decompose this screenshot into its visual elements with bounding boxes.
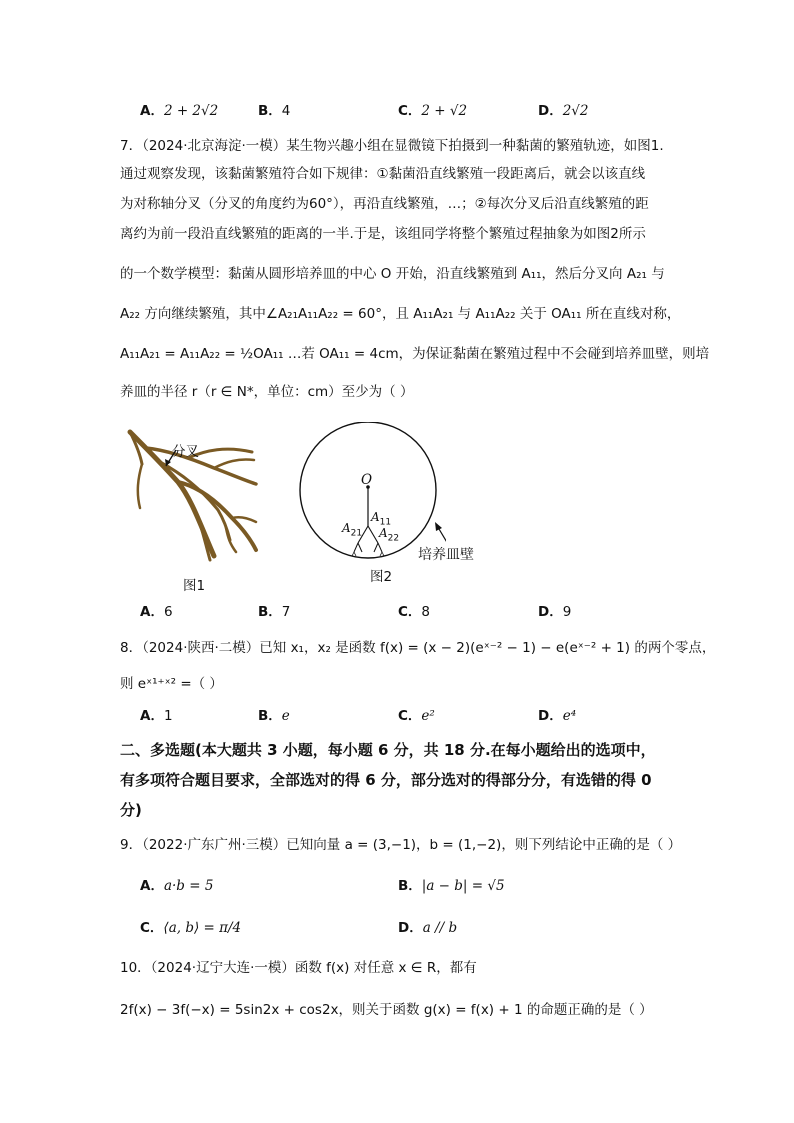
q9-option-c: C．⟨a, b⟩ = π/4 <box>140 920 242 936</box>
figure-2-label-o: O <box>361 472 373 488</box>
q8-option-b: B．e <box>258 708 290 724</box>
q9-option-a: A．a·b = 5 <box>140 878 214 894</box>
figure-2-label-a22: $A_{22}$ <box>379 526 400 544</box>
q9-option-b: B．|a − b| = √5 <box>398 878 505 894</box>
q7-line-4: 离约为前一段沿直线繁殖的距离的一半.于是，该组同学将整个繁殖过程抽象为如图2所示 <box>120 226 646 242</box>
q7-line-1: 7．（2024·北京海淀·一模）某生物兴趣小组在显微镜下拍摄到一种黏菌的繁殖轨迹，如图1. <box>120 138 664 154</box>
q7-line-8: 养皿的半径 r（r ∈ N*，单位：cm）至少为（ ） <box>120 384 414 400</box>
q10-line-1: 10．（2024·辽宁大连·一模）函数 f(x) 对任意 x ∈ R，都有 <box>120 960 477 976</box>
q8-line-2: 则 eˣ¹⁺ˣ² =（ ） <box>120 676 223 692</box>
figure-2-wall-label: 培养皿壁 <box>418 547 474 563</box>
q9-line: 9．（2022·广东广州·三模）已知向量 a = (3,−1)，b = (1,−2)，则下列结论中正确的是（ ） <box>120 837 682 853</box>
q7-option-a: A．6 <box>140 604 173 620</box>
q7-line-3: 为对称轴分叉（分叉的角度约为60°），再沿直线繁殖，…；②每次分叉后沿直线繁殖的距 <box>120 196 649 212</box>
q7-line-2: 通过观察发现，该黏菌繁殖符合如下规律：①黏菌沿直线繁殖一段距离后，就会以该直线 <box>120 166 646 182</box>
q7-line-5: 的一个数学模型：黏菌从圆形培养皿的中心 O 开始，沿直线繁殖到 A₁₁，然后分叉向 A₂₁ 与 <box>120 266 665 282</box>
q7-line-7: A₁₁A₂₁ = A₁₁A₂₂ = ½OA₁₁ …若 OA₁₁ = 4cm，为保证黏菌在繁殖过程中不会碰到培养皿壁，则培 <box>120 346 710 362</box>
figure-2-label-a11: $A_{11}$ <box>371 510 392 528</box>
q7-option-c: C．8 <box>398 604 431 620</box>
q8-option-c: C．e² <box>398 708 435 724</box>
section-2-heading-line-2: 有多项符合题目要求，全部选对的得 6 分，部分选对的得部分分，有选错的得 0 <box>120 771 652 789</box>
figure-2-petri-dish-model <box>296 422 446 564</box>
figure-2-label-a21: $A_{21}$ <box>342 521 363 539</box>
section-2-heading-line-3: 分) <box>120 801 142 819</box>
q7-option-d: D．9 <box>538 604 572 620</box>
q7-line-6: A₂₂ 方向继续繁殖，其中∠A₂₁A₁₁A₂₂ = 60°，且 A₁₁A₂₁ 与 A₁₁A₂₂ 关于 OA₁₁ 所在直线对称， <box>120 306 681 322</box>
q6-option-d: D．2√2 <box>538 103 589 119</box>
q8-option-d: D．e⁴ <box>538 708 577 724</box>
q8-option-a: A．1 <box>140 708 173 724</box>
q8-line-1: 8．（2024·陕西·二模）已知 x₁，x₂ 是函数 f(x) = (x − 2)(eˣ⁻² − 1) − e(eˣ⁻² + 1) 的两个零点， <box>120 640 716 656</box>
q6-option-c: C．2 + √2 <box>398 103 468 119</box>
q6-option-a: A．2 + 2√2 <box>140 103 219 119</box>
q7-option-b: B．7 <box>258 604 291 620</box>
q9-option-d: D．a // b <box>398 920 458 936</box>
section-2-heading-line-1: 二、多选题(本大题共 3 小题，每小题 6 分，共 18 分.在每小题给出的选项中， <box>120 741 656 759</box>
figure-1-branch-label: 分叉 <box>172 444 199 460</box>
q10-line-2: 2f(x) − 3f(−x) = 5sin2x + cos2x，则关于函数 g(x) = f(x) + 1 的命题正确的是（ ） <box>120 1002 653 1018</box>
figure-2-caption: 图2 <box>370 569 393 585</box>
q6-option-b: B．4 <box>258 103 291 119</box>
figure-1-caption: 图1 <box>183 578 206 594</box>
